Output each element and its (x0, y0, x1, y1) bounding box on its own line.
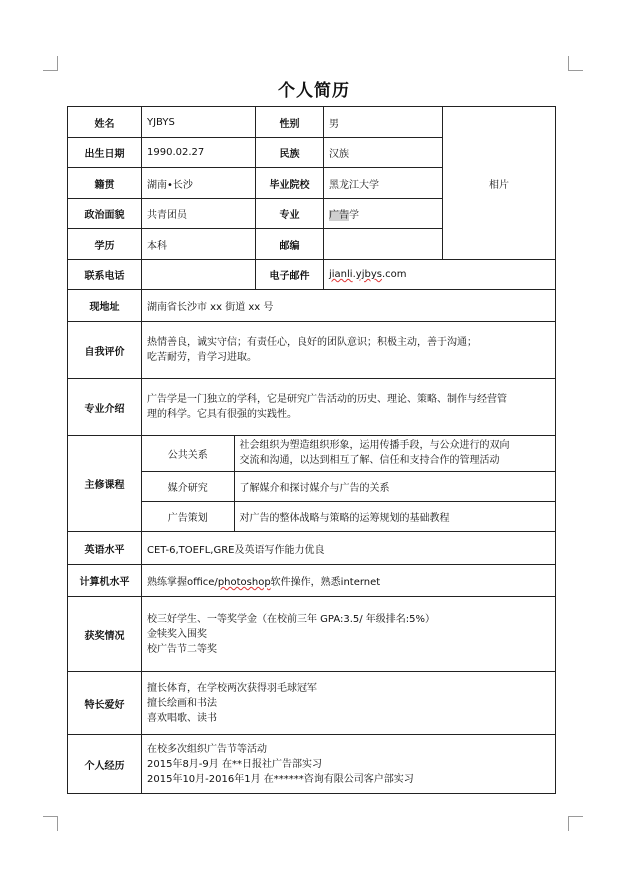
gender-label: 性别 (256, 107, 324, 138)
phone-label: 联系电话 (68, 260, 142, 290)
computer-software: photoshop (217, 577, 271, 588)
email-dot: . (352, 269, 356, 280)
course-name[interactable]: 广告策划 (142, 501, 234, 531)
hobbies-label: 特长爱好 (68, 672, 142, 735)
courses-table (142, 436, 555, 531)
email-value[interactable] (324, 260, 556, 290)
birth-value[interactable]: 1990.02.27 (142, 138, 256, 168)
english-label: 英语水平 (68, 532, 142, 565)
politics-label: 政治面貌 (68, 199, 142, 229)
major-intro-line: 广告学是一门独立的学科，它是研究广告活动的历史、理论、策略、制作与经营管 (147, 394, 507, 405)
zip-label: 邮编 (256, 229, 324, 260)
major-value[interactable] (324, 199, 443, 229)
course-name[interactable]: 媒介研究 (142, 471, 234, 501)
origin-label: 籍贯 (68, 168, 142, 199)
course-desc-line: 交流和沟通，以达到相互了解、信任和支持合作的管理活动 (239, 455, 500, 467)
degree-label: 学历 (68, 229, 142, 260)
experience-value[interactable] (142, 735, 556, 794)
ethnic-label: 民族 (256, 138, 324, 168)
course-desc[interactable]: 了解媒介和探讨媒介与广告的关系 (234, 471, 555, 501)
computer-label: 计算机水平 (68, 565, 142, 597)
hobbies-line: 擅长体育，在学校两次获得羽毛球冠军 (147, 682, 317, 694)
email-tld: .com (381, 269, 407, 280)
computer-pre: 熟练掌握office/ (147, 577, 218, 588)
major-intro-label: 专业介绍 (68, 379, 142, 436)
crop-mark-bottom-right (568, 816, 583, 831)
computer-value[interactable] (142, 565, 556, 597)
major-label: 专业 (256, 199, 324, 229)
awards-line: 校广告节二等奖 (147, 643, 217, 655)
awards-line: 校三好学生、一等奖学金（在校前三年 GPA:3.5/ 年级排名:5%） (147, 613, 436, 625)
course-desc-line: 社会组织为塑造组织形象，运用传播手段，与公众进行的双向 (239, 440, 510, 452)
address-value[interactable]: 湖南省长沙市 xx 街道 xx 号 (142, 290, 556, 322)
birth-label: 出生日期 (68, 138, 142, 168)
course-desc[interactable]: 对广告的整体战略与策略的运筹规划的基础教程 (234, 501, 555, 531)
major-intro-line: 理的科学。它具有很强的实践性。 (147, 409, 297, 420)
zip-value[interactable] (324, 229, 443, 260)
english-value[interactable]: CET-6,TOEFL,GRE及英语写作能力优良 (142, 532, 556, 565)
origin-value[interactable]: 湖南•长沙 (142, 168, 256, 199)
name-value[interactable]: YJBYS (142, 107, 256, 138)
school-label: 毕业院校 (256, 168, 324, 199)
course-desc[interactable] (234, 436, 555, 471)
gender-value[interactable]: 男 (324, 107, 443, 138)
hobbies-line: 喜欢唱歌、读书 (147, 712, 217, 724)
self-eval-label: 自我评价 (68, 322, 142, 379)
experience-line: 2015年8月-9月 在**日报社广告部实习 (147, 758, 322, 770)
major-highlight: 广告 (329, 210, 349, 221)
hobbies-value[interactable] (142, 672, 556, 735)
self-eval-line: 吃苦耐劳，肯学习进取。 (147, 352, 257, 363)
experience-line: 在校多次组织广告节等活动 (147, 743, 267, 755)
crop-mark-top-left (43, 56, 58, 71)
self-eval-line: 热情善良，诚实守信；有责任心，良好的团队意识；积极主动，善于沟通； (147, 337, 477, 348)
major-intro-value[interactable] (142, 379, 556, 436)
major-rest: 学 (349, 210, 359, 221)
ethnic-value[interactable]: 汉族 (324, 138, 443, 168)
hobbies-line: 擅长绘画和书法 (147, 697, 217, 709)
crop-mark-top-right (568, 56, 583, 71)
resume-table (67, 106, 556, 794)
experience-line: 2015年10月-2016年1月 在******咨询有限公司客户部实习 (147, 773, 414, 785)
politics-value[interactable]: 共青团员 (142, 199, 256, 229)
phone-value[interactable] (142, 260, 256, 290)
computer-post: 软件操作，熟悉internet (270, 577, 381, 588)
awards-value[interactable] (142, 597, 556, 672)
experience-label: 个人经历 (68, 735, 142, 794)
degree-value[interactable]: 本科 (142, 229, 256, 260)
courses-label: 主修课程 (68, 436, 142, 532)
crop-mark-bottom-left (43, 816, 58, 831)
self-eval-value[interactable] (142, 322, 556, 379)
address-label: 现地址 (68, 290, 142, 322)
awards-label: 获奖情况 (68, 597, 142, 672)
courses-table-cell (142, 436, 556, 532)
email-domain: yjbys (355, 269, 382, 280)
course-name[interactable]: 公共关系 (142, 436, 234, 471)
name-label: 姓名 (68, 107, 142, 138)
photo-cell[interactable]: 相片 (443, 107, 556, 260)
page-title: 个人简历 (278, 81, 350, 101)
awards-line: 金犊奖入围奖 (147, 628, 207, 640)
school-value[interactable]: 黑龙江大学 (324, 168, 443, 199)
email-user: jianli (329, 269, 353, 280)
email-label: 电子邮件 (256, 260, 324, 290)
